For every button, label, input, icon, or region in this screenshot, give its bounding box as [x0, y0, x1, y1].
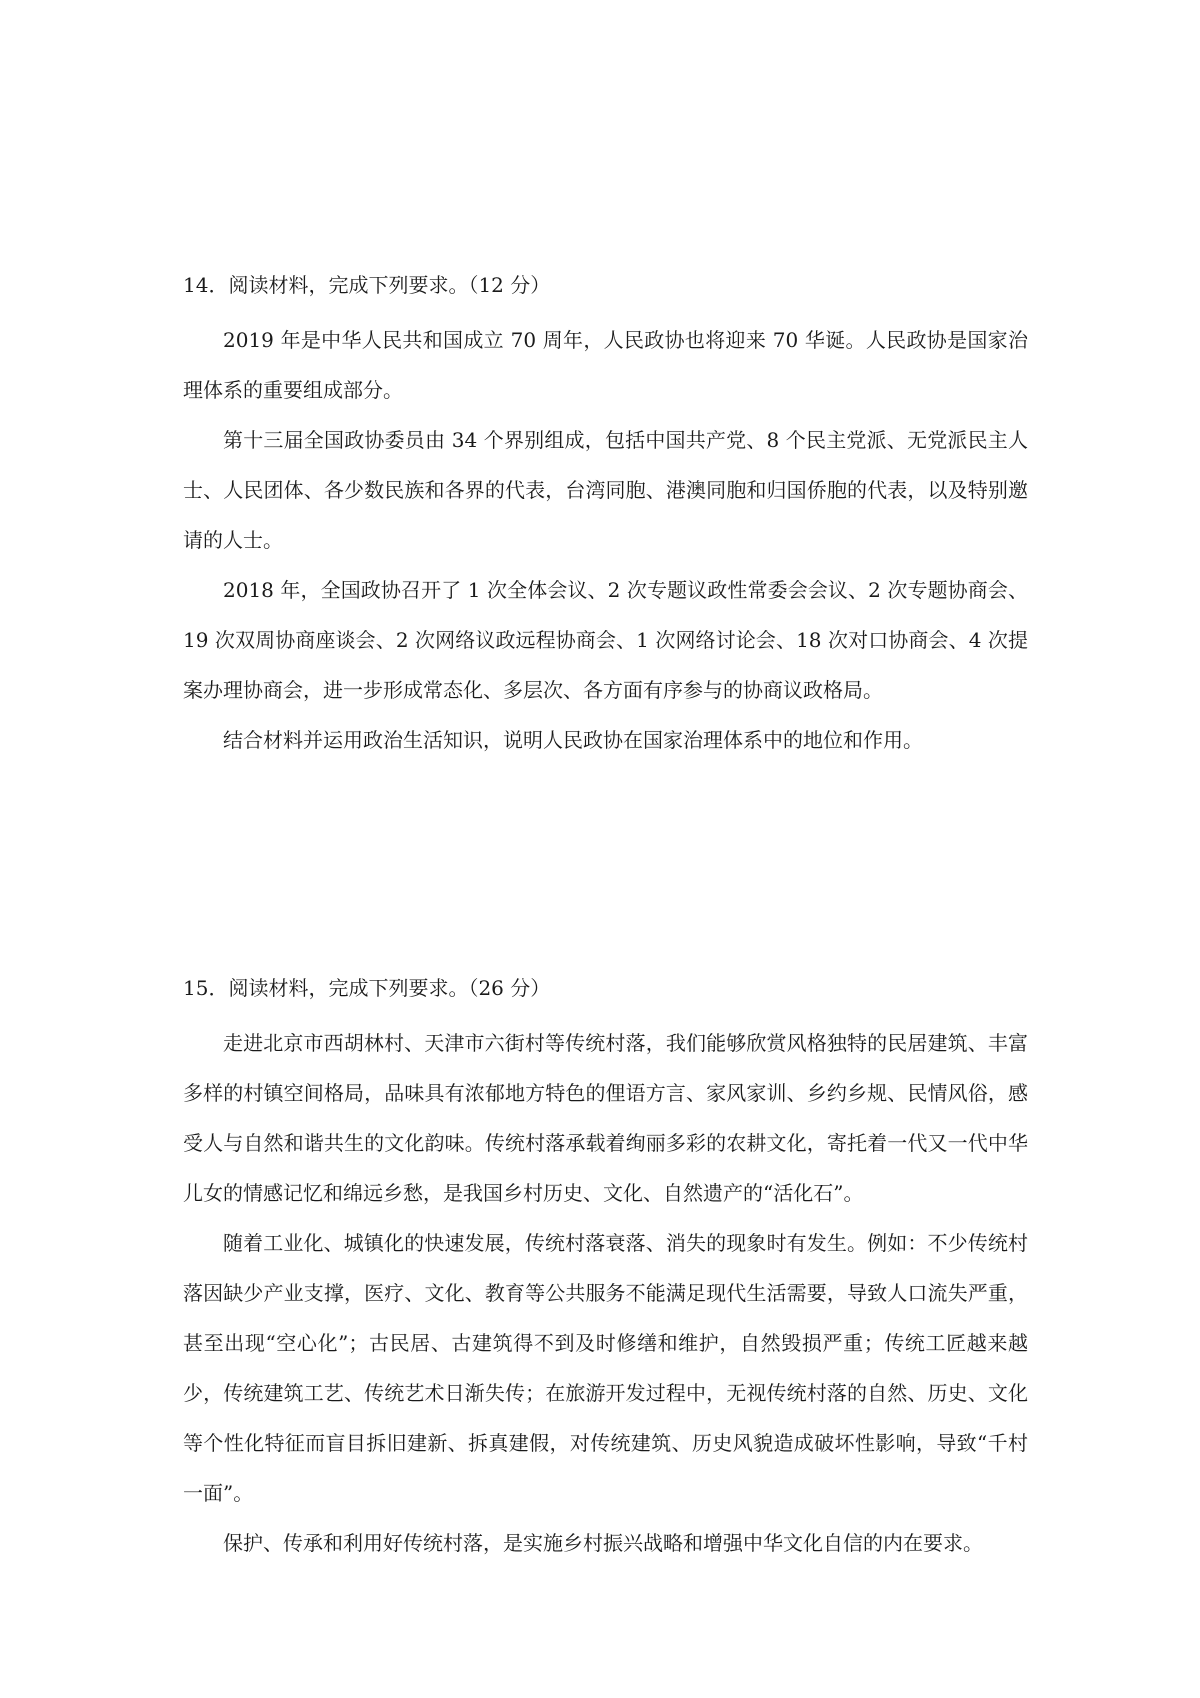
question-14-paragraph-1: 2019 年是中华人民共和国成立 70 周年，人民政协也将迎来 70 华诞。人民政协是国家治理体系的重要组成部分。 [183, 328, 1028, 402]
question-15-paragraph-1: 走进北京市西胡林村、天津市六街村等传统村落，我们能够欣赏风格独特的民居建筑、丰富多样的村镇空间格局，品味具有浓郁地方特色的俚语方言、家风家训、乡约乡规、民情风俗，感受人与自然和谐共生的文化韵味。传统村落承载着绚丽多彩的农耕文化，寄托着一代又一代中华儿女的情感记忆和绵远乡愁，是我国乡村历史、文化、自然遗产的“活化石”。 [183, 1031, 1028, 1205]
question-15 [183, 958, 1028, 1568]
question-14-paragraph-2: 第十三届全国政协委员由 34 个界别组成，包括中国共产党、8 个民主党派、无党派民主人士、人民团体、各少数民族和各界的代表，台湾同胞、港澳同胞和归国侨胞的代表，以及特别邀请的人士。 [183, 428, 1028, 552]
question-14-prompt: 结合材料并运用政治生活知识，说明人民政协在国家治理体系中的地位和作用。 [223, 728, 923, 752]
question-14-paragraph-3: 2018 年，全国政协召开了 1 次全体会议、2 次专题议政性常委会会议、2 次专题协商会、19 次双周协商座谈会、2 次网络议政远程协商会、1 次网络讨论会、18 次对口协商会、4 次提案办理协商会，进一步形成常态化、多层次、各方面有序参与的协商议政格局。 [183, 578, 1028, 702]
question-15-paragraph-3: 保护、传承和利用好传统村落，是实施乡村振兴战略和增强中华文化自信的内在要求。 [223, 1531, 983, 1555]
question-15-paragraph-2: 随着工业化、城镇化的快速发展，传统村落衰落、消失的现象时有发生。例如：不少传统村落因缺少产业支撑，医疗、文化、教育等公共服务不能满足现代生活需要，导致人口流失严重，甚至出现“空心化”；古民居、古建筑得不到及时修缮和维护，自然毁损严重；传统工匠越来越少，传统建筑工艺、传统艺术日渐失传；在旅游开发过程中，无视传统村落的自然、历史、文化等个性化特征而盲目拆旧建新、拆真建假，对传统建筑、历史风貌造成破坏性影响，导致“千村一面”。 [183, 1231, 1028, 1505]
question-15-header: 15．阅读材料，完成下列要求。（26 分） [183, 976, 551, 1000]
question-14 [183, 255, 1028, 765]
question-14-header: 14．阅读材料，完成下列要求。（12 分） [183, 273, 551, 297]
